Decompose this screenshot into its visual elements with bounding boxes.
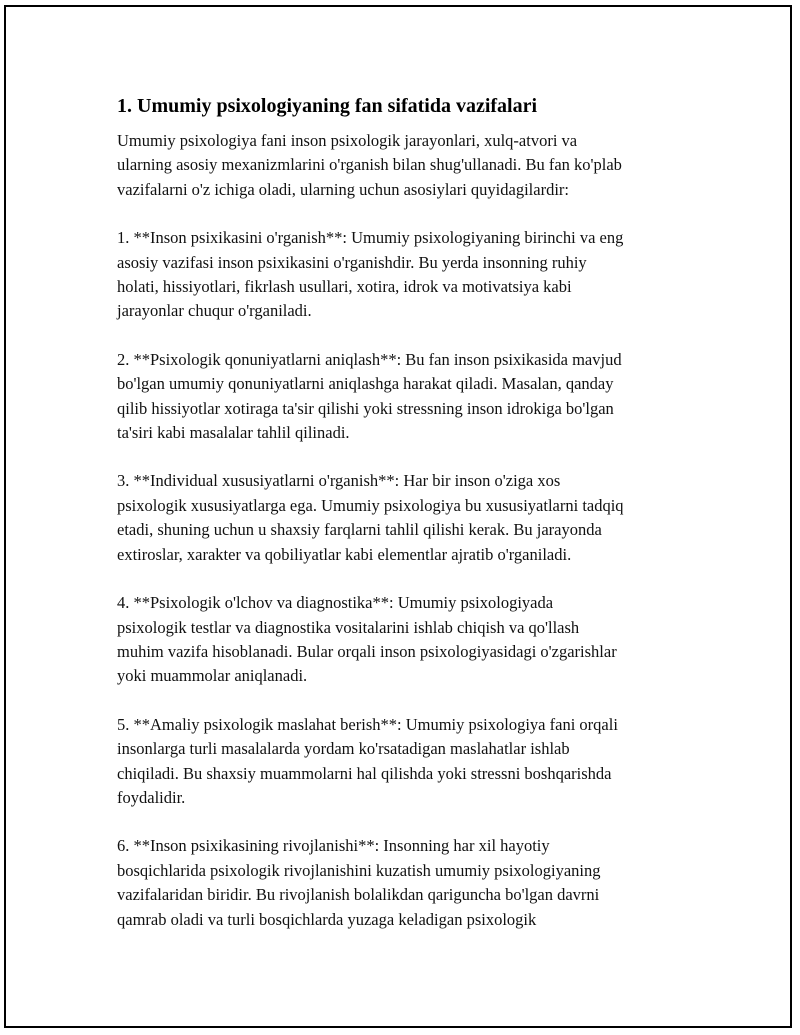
paragraph-item-3: 3. **Individual xususiyatlarni o'rganish**: Har bir inson o'ziga xos psixologik xususiyatlarga ega. Umumiy psixologiya bu xususiyatlarni tadqiq etadi, shuning uchun u shaxsiy farqlarni tahlil qilishi kerak. Bu jarayonda extiroslar, xarakter va qobiliyatlar kabi elementlar ajratib o'rganiladi. bbox=[117, 471, 624, 564]
paragraph-item-2: 2. **Psixologik qonuniyatlarni aniqlash**: Bu fan inson psixikasida mavjud bo'lgan umumiy qonuniyatlarni aniqlashga harakat qiladi. Masalan, qanday qilib hissiyotlar xotiraga ta'sir qilishi yoki stressning inson idrokiga bo'lgan ta'siri kabi masalalar tahlil qilinadi. bbox=[117, 349, 622, 443]
paragraph-item-1: 1. **Inson psixikasini o'rganish**: Umumiy psixologiyaning birinchi va eng asosiy vazifasi inson psixikasini o'rganishdir. Bu yerda insonning ruhiy holati, hissiyotlari, fikrlash usullari, xotira, idrok va motivatsiya kabi jarayonlar chuqur o'rganiladi. bbox=[117, 228, 624, 321]
intro-paragraph: Umumiy psixologiya fani inson psixologik jarayonlari, xulq-atvori va ularning asosiy mexanizmlarini o'rganish bilan shug'ullanadi. Bu fan ko'plab vazifalarni o'z ichiga oladi, ularning uchun asosiylari quyidagilardir: bbox=[117, 131, 622, 199]
paragraph-item-6: 6. **Inson psixikasining rivojlanishi**: Insonning har xil hayotiy bosqichlarida psixologik rivojlanishini kuzatish umumiy psixologiyaning vazifalaridan biridir. Bu rivojlanish bolalikdan qariguncha bo'lgan davrni qamrab oladi va turli bosqichlarda yuzaga keladigan psixologik bbox=[117, 836, 601, 929]
paragraph-item-4: 4. **Psixologik o'lchov va diagnostika**: Umumiy psixologiyada psixologik testlar va diagnostika vositalarini ishlab chiqish va qo'llash muhim vazifa hisoblanadi. Bular orqali inson psixologiyasidagi o'zgarishlar yoki muammolar aniqlanadi. bbox=[117, 593, 617, 686]
document-body bbox=[117, 92, 707, 956]
paragraph-item-5: 5. **Amaliy psixologik maslahat berish**: Umumiy psixologiya fani orqali insonlarga turli masalalarda yordam ko'rsatadigan maslahatlar ishlab chiqiladi. Bu shaxsiy muammolarni hal qilishda yoki stressni boshqarishda foydalidir. bbox=[117, 714, 618, 807]
section-title: 1. Umumiy psixologiyaning fan sifatida vazifalari bbox=[117, 95, 538, 117]
